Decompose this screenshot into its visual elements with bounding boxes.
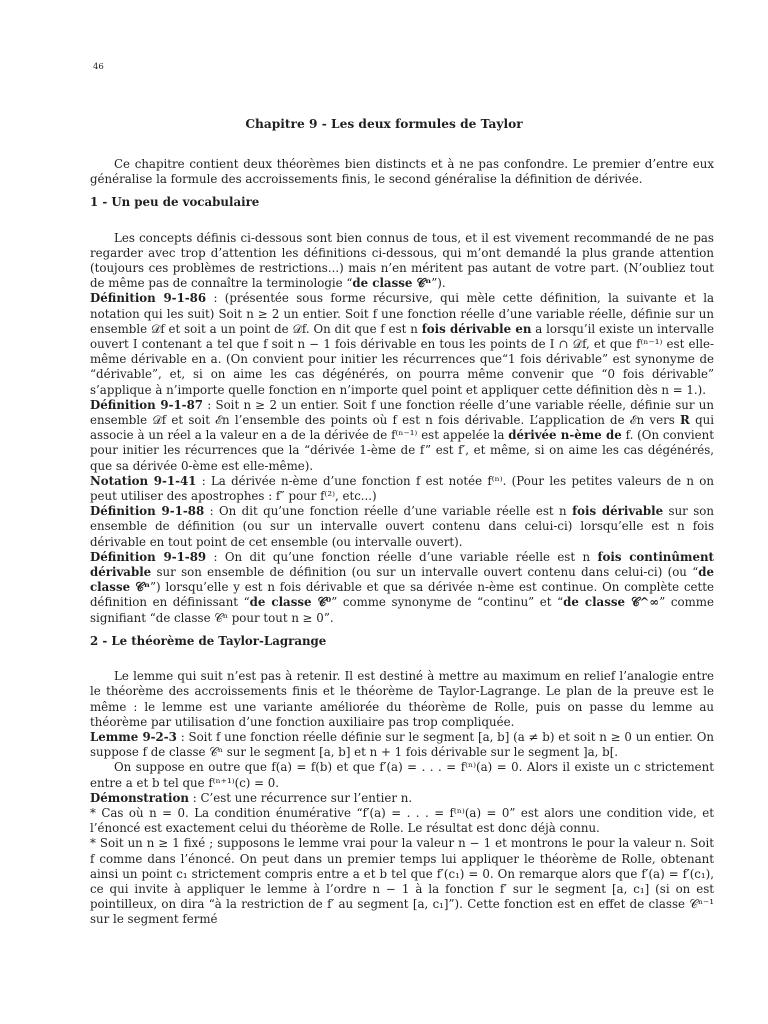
def88-bold: fois dérivable: [572, 504, 664, 519]
def89-label: Définition 9-1-89: [90, 549, 207, 564]
case-induction: * Soit un n ≥ 1 fixé ; supposons le lemme vrai pour la valeur n − 1 et montrons le pour la valeur n. Soit f comme dans l’énoncé. On peut dans un premier temps lui appliquer le théorème de Rolle, obtenant ainsi un point c₁ strictement compris entre a et b tel que f′(c₁) = 0. On remarque alors que f′(a) = f′(c₁), ce qui invite à appliquer le lemme à l’ordre n − 1 à la fonction f′ sur le segment [a, c₁] (si on est pointilleux, on dira “à la restriction de f′ au segment [a, c₁]”). Cette fonction est en effet de classe 𝒞ⁿ⁻¹ sur le segment fermé: [90, 836, 714, 927]
lemma-label: Lemme 9-2-3: [90, 729, 177, 744]
def87-text3: f. (On convient pour initier les récurrences que la “dérivée 1-ème de f” est f′, et même, si on aime les cas dégénérés, que sa dérivée 0-ème est elle-même).: [90, 428, 714, 473]
definition-88: [90, 504, 714, 550]
def86-bold: fois dérivable en: [421, 321, 532, 336]
section-2-title: 2 - Le théorème de Taylor-Lagrange: [90, 633, 327, 648]
demonstration: [90, 791, 714, 806]
lemma-9-2-3: [90, 730, 714, 760]
case-zero: * Cas où n = 0. La condition énumérative “f′(a) = . . . = f⁽ⁿ⁾(a) = 0” est alors une condition vide, et l’énoncé est exactement celui du théorème de Rolle. Le résultat est donc déjà connu.: [90, 805, 714, 836]
intro-paragraph: Ce chapitre contient deux théorèmes bien distincts et à ne pas confondre. Le premier d’entre eux généralise la formule des accroissements finis, le second généralise la définition de dérivée.: [90, 157, 714, 187]
def89-text2: sur son ensemble de définition (ou sur un intervalle ouvert contenu dans celui-ci) (ou “: [151, 565, 699, 580]
page-number: 46: [93, 62, 104, 72]
vocab-bold: de classe 𝒞ⁿ: [352, 276, 432, 291]
lemma-text-2: On suppose en outre que f(a) = f(b) et que f′(a) = . . . = f⁽ⁿ⁾(a) = 0. Alors il existe un c strictement entre a et b tel que f⁽ⁿ⁺¹⁾(c) = 0.: [90, 760, 714, 790]
lemma-intro: Le lemme qui suit n’est pas à retenir. Il est destiné à mettre au maximum en relief l’analogie entre le théorème des accroissements finis et le théorème de Taylor-Lagrange. Le plan de la preuve est le même : le lemme est une variante améliorée du théorème de Rolle, puis on passe du lemme au théorème par utilisation d’une fonction auxiliaire pas trop compliquée.: [90, 669, 714, 729]
vocab-paragraph: [90, 231, 714, 292]
def86-label: Définition 9-1-86: [90, 291, 207, 306]
def87-text: : Soit n ≥ 2 un entier. Soit f une fonction réelle d’une variable réelle, définie sur un ensemble 𝒟f et soit ℰn l’ensemble des points où f est n fois dérivable. L’application de ℰn vers: [90, 397, 715, 428]
section-1-title: 1 - Un peu de vocabulaire: [90, 195, 260, 210]
chapter-title: Chapitre 9 - Les deux formules de Taylor: [245, 117, 523, 131]
lemma-text: : Soit f une fonction réelle définie sur le segment [a, b] (a ≠ b) et soit n ≥ 0 un entier. On suppose f de classe 𝒞ⁿ sur le segment [a, b] et n + 1 fois dérivable sur le segment ]a, b[.: [90, 729, 714, 760]
def87-text2: qui associe à un réel a la valeur en a de la dérivée de f⁽ⁿ⁻¹⁾ est appelée la: [90, 413, 714, 443]
def87-label: Définition 9-1-87: [90, 397, 203, 412]
def89-text: : On dit qu’une fonction réelle d’une variable réelle est n: [206, 549, 598, 564]
not41-label: Notation 9-1-41: [90, 473, 197, 488]
body-text: [90, 157, 714, 928]
def87-R: R: [680, 413, 690, 428]
def88-label: Définition 9-1-88: [90, 504, 205, 519]
def89-text4: ” comme synonyme de “continu” et “: [331, 595, 564, 610]
def86-text2: a lorsqu’il existe un intervalle ouvert I contenant a tel que f soit n − 1 fois dérivable en tous les points de I ∩ 𝒟f, et que f⁽ⁿ⁻¹⁾ est elle-même dérivable en a. (On convient pour initier les récurrences que“1 fois dérivable” est synonyme de “dérivable”, et, si on aime les cas dégénérés, on pourra même convenir que “0 fois dérivable” s’applique à n’importe quelle fonction en n’importe quel point et appliquer cette définition dès n = 1.).: [90, 321, 714, 397]
not41-text: : La dérivée n-ème d’une fonction f est notée f⁽ⁿ⁾. (Pour les petites valeurs de n on peut utiliser des apostrophes : f″ pour f⁽²⁾, etc...): [90, 473, 714, 504]
def87-bold: dérivée n-ème de: [508, 428, 622, 443]
def86-text: : (présentée sous forme récursive, qui mèle cette définition, la suivante et la notation qui les suit) Soit n ≥ 2 un entier. Soit f une fonction réelle d’une variable réelle, définie sur un ensemble 𝒟f et soit a un point de 𝒟f. On dit que f est n: [90, 291, 714, 336]
demo-label: Démonstration: [90, 790, 189, 805]
vocab-end: ”).: [431, 276, 446, 291]
vocab-text: Les concepts définis ci-dessous sont bien connus de tous, et il est vivement recommandé de ne pas regarder avec trop d’attention les définitions ci-dessous, qui m’ont demandé la plus grande attention (toujours ces problèmes de restrictions...) mais n’en méritent pas autant de votre part. (N’oubliez tout de même pas de connaître la terminologie “: [90, 230, 714, 291]
def89-bold: fois continûment dérivable: [90, 549, 714, 580]
definition-86: [90, 291, 714, 397]
def89-text3: ”) lorsqu’elle y est n fois dérivable et que sa dérivée n-ème est continue. On complète cette définition en définissant “: [90, 580, 714, 610]
def89-bold3: de classe 𝒞⁰: [249, 595, 332, 610]
def89-bold2: de classe 𝒞ⁿ: [90, 565, 714, 595]
definition-87: [90, 398, 714, 474]
def88-text: : On dit qu’une fonction réelle d’une variable réelle est n: [204, 504, 573, 519]
def89-bold4: de classe 𝒞^∞: [563, 595, 660, 610]
notation-41: [90, 474, 714, 504]
def89-text5: ” comme signifiant “de classe 𝒞ⁿ pour tout n ≥ 0”.: [90, 595, 714, 625]
def88-text2: sur son ensemble de définition (ou sur un intervalle ouvert contenu dans celui-ci) lorsqu’elle est n fois dérivable en tout point de cet ensemble (ou intervalle ouvert).: [90, 504, 714, 549]
demo-text: : C’est une récurrence sur l’entier n.: [189, 790, 413, 805]
definition-89: [90, 550, 714, 626]
